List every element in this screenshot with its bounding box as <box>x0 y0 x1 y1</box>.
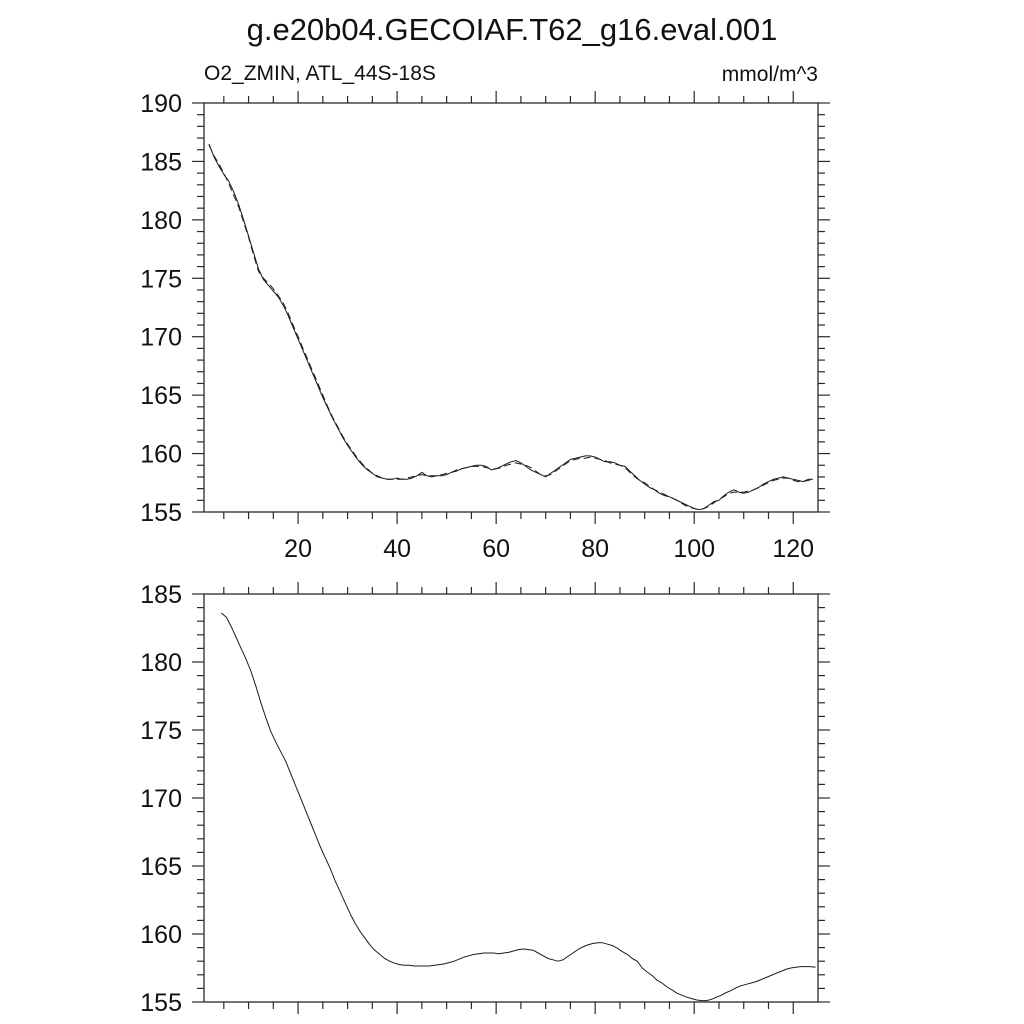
x-tick-label: 80 <box>581 535 610 563</box>
y-tick-label: 185 <box>140 148 182 177</box>
y-tick-label: 185 <box>140 581 182 609</box>
panel-top-units-label: mmol/m^3 <box>721 63 818 86</box>
y-tick-label: 165 <box>140 853 182 881</box>
y-tick-label: 175 <box>140 717 182 745</box>
panel-top-subtitle: O2_ZMIN, ATL_44S-18S <box>204 62 436 85</box>
y-tick-label: 160 <box>140 440 182 469</box>
x-tick-label: 100 <box>673 535 716 563</box>
x-tick-label: 20 <box>284 535 312 563</box>
y-tick-label: 190 <box>140 90 182 118</box>
y-tick-label: 155 <box>140 499 182 527</box>
series-annual-mean <box>221 613 815 1001</box>
y-tick-label: 180 <box>140 649 182 677</box>
y-tick-label: 170 <box>140 323 182 352</box>
x-tick-label: 60 <box>482 535 511 563</box>
series-run-monthly-solid <box>209 144 813 510</box>
panel-frame <box>204 103 818 512</box>
series-run-monthly-dashed <box>209 145 813 510</box>
y-tick-label: 160 <box>140 921 182 949</box>
y-tick-label: 170 <box>140 785 182 813</box>
y-tick-label: 180 <box>140 206 182 235</box>
panel-bottom <box>140 581 830 1017</box>
y-tick-label: 155 <box>140 989 182 1017</box>
x-tick-label: 120 <box>772 535 815 563</box>
page-title: g.e20b04.GECOIAF.T62_g16.eval.001 <box>246 12 778 47</box>
y-tick-label: 175 <box>140 265 182 294</box>
x-tick-label: 40 <box>383 535 412 563</box>
panel-frame <box>204 594 818 1002</box>
panel-top <box>140 90 830 563</box>
y-tick-label: 165 <box>140 382 182 411</box>
